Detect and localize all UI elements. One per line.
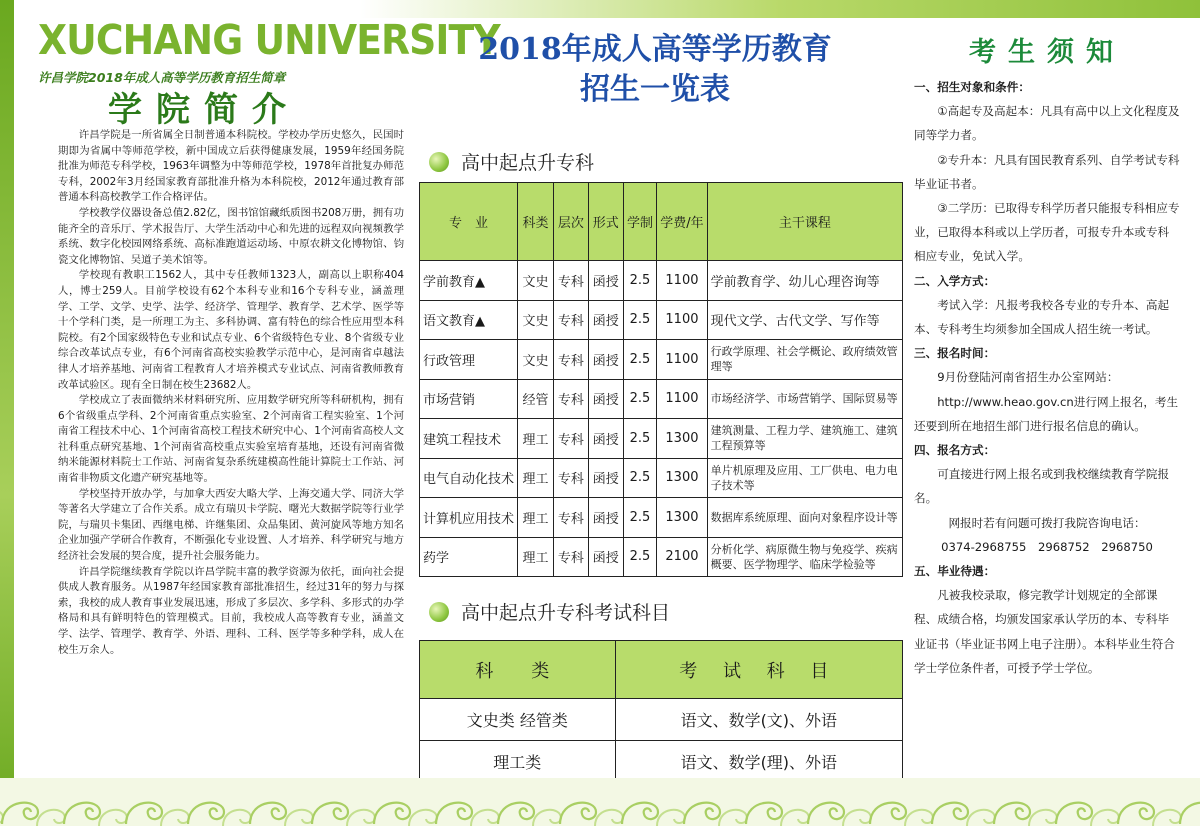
cell-major: 语文教育▲ xyxy=(420,300,518,340)
cloud-scroll-ornament xyxy=(471,810,499,826)
cell-years: 2.5 xyxy=(623,340,657,380)
table-row xyxy=(420,458,903,498)
cell-category: 经管 xyxy=(518,379,554,419)
brochure-subtitle: 许昌学院2018年成人高等学历教育招生简章 xyxy=(38,70,286,85)
cloud-scroll-ornament xyxy=(347,810,375,826)
phone-numbers: 0374-2968755 2968752 2968750 xyxy=(941,539,1153,554)
cell-exam-category: 文史类 经管类 xyxy=(420,699,616,741)
cell-level: 专科 xyxy=(554,537,589,577)
cloud-scroll-ornament xyxy=(374,803,410,824)
cell-form: 函授 xyxy=(588,340,623,380)
main-title-line1: 2018年成人高等学历教育 xyxy=(478,32,832,67)
notice-heading: 四、报名方式： xyxy=(914,443,996,458)
cloud-scroll-ornament xyxy=(1153,810,1181,826)
cell-category: 文史 xyxy=(518,261,554,301)
cell-courses: 单片机原理及应用、工厂供电、电力电子技术等 xyxy=(707,458,902,498)
cell-fee: 2100 xyxy=(657,537,707,577)
notice-text: 凡被我校录取，修完教学计划规定的全部课程、成绩合格，均颁发国家承认学历的本、专科毕业证书（毕业证书网上电子注册）。本科毕业生符合学士学位条件者，可授予学士学位。 xyxy=(914,588,1175,675)
header-cell: 科类 xyxy=(518,183,554,261)
notice-item: ③二学历：已取得专科学历者只能报专科相应专业，已取得本科或以上学历者，可报专升本或专科相应专业，免试入学。 xyxy=(914,201,1180,264)
header-cell: 科 类 xyxy=(420,641,616,699)
cell-form: 函授 xyxy=(588,537,623,577)
cell-courses: 行政学原理、社会学概论、政府绩效管理等 xyxy=(707,340,902,380)
table-row xyxy=(420,537,903,577)
cell-years: 2.5 xyxy=(623,261,657,301)
cell-exam-subjects: 语文、数学(文)、外语 xyxy=(615,699,902,741)
program-table xyxy=(419,182,903,577)
cell-fee: 1100 xyxy=(657,340,707,380)
main-title-line2: 招生一览表 xyxy=(580,72,730,107)
cell-courses: 现代文学、古代文学、写作等 xyxy=(707,300,902,340)
cloud-scroll-ornament xyxy=(161,810,189,826)
table-row xyxy=(420,741,903,783)
cloud-scroll-ornament xyxy=(1056,803,1092,824)
cell-form: 函授 xyxy=(588,458,623,498)
university-name: XUCHANG UNIVERSITY xyxy=(38,16,500,64)
cloud-scroll-ornament xyxy=(223,810,251,826)
cell-category: 理工 xyxy=(518,498,554,538)
cell-level: 专科 xyxy=(554,498,589,538)
intro-paragraph: 许昌学院继续教育学院以许昌学院丰富的教学资源为依托，面向社会提供成人教育服务。从1987年经国家教育部批准招生，经过31年的努力与探索，我校的成人教育事业发展迅速，形成了多层次、多学科、多形式的办学格局和具有鲜明特色的管理模式。目前，我校成人高等教育专业，涵盖文学、法学、管理学、教育学、外语、理科、工科、医学等多种学科，成人在校生万余人。 xyxy=(58,565,404,656)
notice-title: 考生须知 xyxy=(969,37,1125,68)
notice-text: 9月份登陆河南省招生办公室网站： xyxy=(937,370,1119,385)
cell-years: 2.5 xyxy=(623,300,657,340)
cell-major: 市场营销 xyxy=(420,379,518,419)
cell-level: 专科 xyxy=(554,458,589,498)
notice-item: ①高起专及高起本：凡具有高中以上文化程度及同等学力者。 xyxy=(914,104,1180,143)
cell-years: 2.5 xyxy=(623,419,657,459)
header-cell: 主干课程 xyxy=(707,183,902,261)
cell-fee: 1300 xyxy=(657,458,707,498)
header-cell: 学制 xyxy=(623,183,657,261)
intro-heading: 学院简介 xyxy=(108,90,300,130)
cell-fee: 1300 xyxy=(657,498,707,538)
header-cell: 层次 xyxy=(554,183,589,261)
cell-form: 函授 xyxy=(588,419,623,459)
header-cell: 考 试 科 目 xyxy=(615,641,902,699)
cell-exam-category: 理工类 xyxy=(420,741,616,783)
cell-years: 2.5 xyxy=(623,537,657,577)
cell-level: 专科 xyxy=(554,261,589,301)
notice-heading: 一、招生对象和条件： xyxy=(914,80,1030,94)
cell-category: 理工 xyxy=(518,419,554,459)
cloud-scroll-ornament xyxy=(498,803,534,824)
cell-courses: 数据库系统原理、面向对象程序设计等 xyxy=(707,498,902,538)
cloud-scroll-ornament xyxy=(188,803,224,824)
cloud-pattern-decoration xyxy=(0,778,1200,826)
table-row xyxy=(420,340,903,380)
cloud-scroll-ornament xyxy=(37,810,65,826)
main-title xyxy=(405,30,905,110)
cell-category: 理工 xyxy=(518,537,554,577)
intro-paragraph: 学校成立了表面微纳米材料研究所、应用数学研究所等科研机构，拥有6个省级重点学科、2个河南省重点实验室、2个河南省工程实验室、1个河南省工程技术中心、1个河南省高校工程技术研究中心、1个河南省高校人文社科重点研究基地、1个河南省高校重点实验室培育基地，还设有河南省微纳米能源材料院士工作站、河南省复杂系统建模高性能计算院士工作站、河南省非物质文化遗产研究基地等。 xyxy=(58,394,404,485)
cloud-scroll-ornament xyxy=(1029,810,1057,826)
cell-form: 函授 xyxy=(588,300,623,340)
cloud-scroll-ornament xyxy=(250,803,286,824)
cell-level: 专科 xyxy=(554,340,589,380)
cell-major: 药学 xyxy=(420,537,518,577)
section-label-text: 高中起点升专科 xyxy=(461,152,595,174)
table-header-row xyxy=(420,641,903,699)
table-row xyxy=(420,379,903,419)
cell-years: 2.5 xyxy=(623,498,657,538)
phone-intro: 网报时若有问题可拨打我院咨询电话： xyxy=(948,515,1146,530)
cloud-scroll-ornament xyxy=(312,803,348,824)
cell-major: 计算机应用技术 xyxy=(420,498,518,538)
bullet-dot-icon xyxy=(429,602,449,622)
header-cell: 专 业 xyxy=(420,183,518,261)
intro-paragraph: 学校教学仪器设备总值2.82亿，图书馆馆藏纸质图书208万册，拥有功能齐全的音乐厅、学术报告厅、大学生活动中心和先进的远程双向视频教学系统、数字化校园网络系统、高标准跑道运动场、中原农耕文化博物馆、钧瓷文化博物馆、吴道子美术馆等。 xyxy=(58,206,404,266)
cell-years: 2.5 xyxy=(623,458,657,498)
cell-major: 行政管理 xyxy=(420,340,518,380)
table-header-row xyxy=(420,183,903,261)
cloud-scroll-ornament xyxy=(436,803,472,824)
cloud-scroll-ornament xyxy=(1091,810,1119,826)
cell-courses: 市场经济学、市场营销学、国际贸易等 xyxy=(707,379,902,419)
cell-level: 专科 xyxy=(554,379,589,419)
cell-fee: 1100 xyxy=(657,300,707,340)
bullet-dot-icon xyxy=(429,152,449,172)
cell-form: 函授 xyxy=(588,498,623,538)
intro-paragraph: 许昌学院是一所省属全日制普通本科院校。学校办学历史悠久，民国时期即为省属中等师范学校，新中国成立后获得健康发展，1959年经国务院批准为师范专科学校，1963年调整为中等师范学校，1978年首批复办师范专科，2002年3月经国家教育部批准升格为本科院校，2012年通过教育部普通本科高校教学工作合格评估。 xyxy=(58,129,404,204)
header-cell: 学费/年 xyxy=(657,183,707,261)
cell-level: 专科 xyxy=(554,300,589,340)
notice-heading: 二、入学方式： xyxy=(914,273,996,288)
cloud-scroll-ornament xyxy=(684,803,720,824)
cell-major: 学前教育▲ xyxy=(420,261,518,301)
cloud-scroll-ornament xyxy=(932,803,968,824)
cloud-scroll-ornament xyxy=(2,803,38,824)
cell-courses: 建筑测量、工程力学、建筑施工、建筑工程预算等 xyxy=(707,419,902,459)
bottom-decorative-border xyxy=(0,778,1200,826)
cell-category: 理工 xyxy=(518,458,554,498)
cell-category: 文史 xyxy=(518,300,554,340)
cloud-scroll-ornament xyxy=(781,810,809,826)
intro-paragraph: 学校坚持开放办学，与加拿大西安大略大学、上海交通大学、同济大学等著名大学建立了合作关系。成立有瑞贝卡学院、曙光大数据学院等行业学院，与瑞贝卡集团、西继电梯、许继集团、众品集团、黄河旋风等地方知名企业加强产学研合作教育，不断强化专业设置、人才培养、科学研究与地方经济社会发展的契合度，提升社会服务能力。 xyxy=(58,487,404,563)
intro-paragraph: 学校现有教职工1562人，其中专任教师1323人，副高以上职称404人，博士259人。目前学校设有62个本科专业和16个专科专业，涵盖理学、工学、文学、史学、法学、经济学、管理学、教育学、艺术学、医学等十个学科门类，是一所理工为主、多科协调、富有特色的综合性应用型本科院校。有2个国家级特色专业和试点专业、6个省级特色专业、8个省级专业综合改革试点专业，有6个河南省高校实验教学示范中心，是河南省卓越法律人才培养基地、河南省工程教育人才培养模式专业试点、河南省教师教育改革试验区。现有全日制在校生23682人。 xyxy=(58,269,404,391)
cloud-scroll-ornament xyxy=(967,810,995,826)
section-label-programs xyxy=(429,148,594,175)
cloud-scroll-ornament xyxy=(64,803,100,824)
table-row xyxy=(420,419,903,459)
cloud-scroll-ornament xyxy=(843,810,871,826)
cloud-scroll-ornament xyxy=(657,810,685,826)
cloud-scroll-ornament xyxy=(994,803,1030,824)
section-label-exams xyxy=(429,598,670,625)
cloud-scroll-ornament xyxy=(719,810,747,826)
right-column xyxy=(914,30,1180,680)
table-row xyxy=(420,699,903,741)
intro-text xyxy=(58,128,404,658)
notice-heading: 三、报名时间： xyxy=(914,346,996,361)
cell-years: 2.5 xyxy=(623,379,657,419)
table-row xyxy=(420,498,903,538)
cell-level: 专科 xyxy=(554,419,589,459)
cell-form: 函授 xyxy=(588,261,623,301)
table-row xyxy=(420,261,903,301)
notice-text: 考试入学：凡报考我校各专业的专升本、高起本、专科考生均须参加全国成人招生统一考试。 xyxy=(914,297,1170,337)
cloud-scroll-ornament xyxy=(622,803,658,824)
section-label-text: 高中起点升专科考试科目 xyxy=(461,602,671,624)
cell-courses: 分析化学、病原微生物与免疫学、疾病概要、医学物理学、临床学检验等 xyxy=(707,537,902,577)
cloud-scroll-ornament xyxy=(746,803,782,824)
cell-form: 函授 xyxy=(588,379,623,419)
cell-fee: 1300 xyxy=(657,419,707,459)
cell-fee: 1100 xyxy=(657,261,707,301)
left-edge-stripe xyxy=(0,0,14,826)
cloud-scroll-ornament xyxy=(560,803,596,824)
cell-major: 电气自动化技术 xyxy=(420,458,518,498)
cloud-scroll-ornament xyxy=(1118,803,1154,824)
header-cell: 形式 xyxy=(588,183,623,261)
table-row xyxy=(420,300,903,340)
notice-text: 可直接进行网上报名或到我校继续教育学院报名。 xyxy=(914,467,1170,506)
website-link-text: http://www.heao.gov.cn进行网上报名，考生还要到所在地招生部门进行报名信息的确认。 xyxy=(914,394,1179,433)
center-column xyxy=(405,30,905,772)
exam-subjects-table xyxy=(419,640,903,783)
cloud-scroll-ornament xyxy=(870,803,906,824)
notice-body xyxy=(914,75,1180,680)
cloud-scroll-ornament xyxy=(533,810,561,826)
cell-major: 建筑工程技术 xyxy=(420,419,518,459)
cloud-scroll-ornament xyxy=(1180,803,1200,824)
cloud-scroll-ornament xyxy=(409,810,437,826)
cell-fee: 1100 xyxy=(657,379,707,419)
cloud-scroll-ornament xyxy=(905,810,933,826)
cloud-scroll-ornament xyxy=(99,810,127,826)
cloud-scroll-ornament xyxy=(126,803,162,824)
cell-exam-subjects: 语文、数学(理)、外语 xyxy=(615,741,902,783)
cell-category: 文史 xyxy=(518,340,554,380)
cloud-scroll-ornament xyxy=(285,810,313,826)
cloud-scroll-ornament xyxy=(595,810,623,826)
notice-heading: 五、毕业待遇： xyxy=(914,564,996,579)
cloud-scroll-ornament xyxy=(808,803,844,824)
notice-item: ②专升本：凡具有国民教育系列、自学考试专科毕业证书者。 xyxy=(914,152,1180,191)
cell-courses: 学前教育学、幼儿心理咨询等 xyxy=(707,261,902,301)
